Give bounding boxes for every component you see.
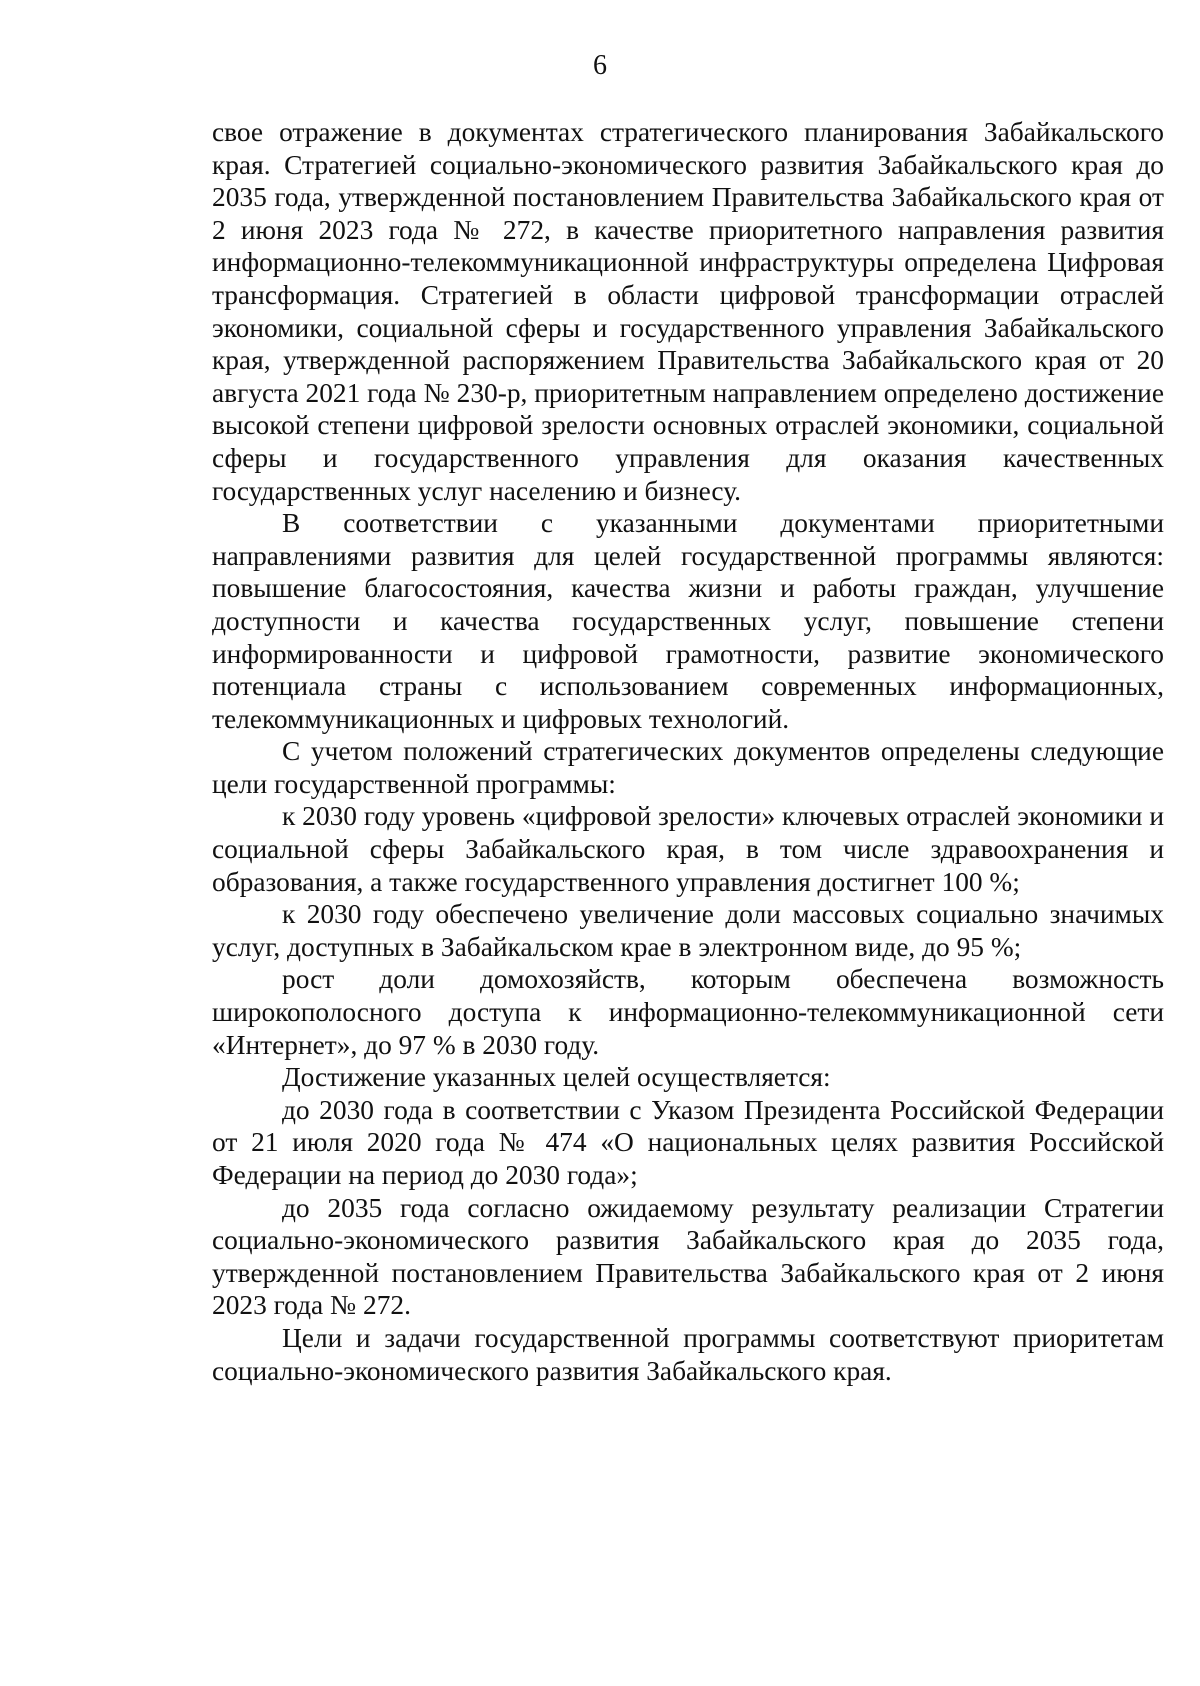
document-body (212, 116, 1164, 1387)
paragraph-achievement-intro: Достижение указанных целей осуществляется: (282, 1062, 831, 1093)
page-number: 6 (593, 50, 607, 81)
paragraph-priority-directions: В соответствии с указанными документами приоритетными направлениями развития для целей государственной программы являются: повышение благосостояния, качества жизни и работы граждан, улучшение доступности и качества государственных услуг, повышение степени информированности и цифровой грамотности, развитие экономического потенциала страны с использованием современных информационных, телекоммуникационных и цифровых технологий. (212, 508, 1164, 734)
paragraph-achievement-2030: до 2030 года в соответствии с Указом Президента Российской Федерации от 21 июля 2020 года № 474 «О национальных целях развития Российской Федерации на период до 2030 года»; (212, 1094, 1164, 1190)
paragraph-goals-intro: С учетом положений стратегических документов определены следующие цели государственной программы: (212, 736, 1164, 799)
paragraph-achievement-2035: до 2035 года согласно ожидаемому результату реализации Стратегии социально-экономического развития Забайкальского края до 2035 года, утвержденной постановлением Правительства Забайкальского края от 2 июня 2023 года № 272. (212, 1192, 1164, 1321)
paragraph-strategy-reflection: свое отражение в документах стратегического планирования Забайкальского края. Стратегией социально-экономического развития Забайкальского края до 2035 года, утвержденной постановлением Правительства Забайкальского края от 2 июня 2023 года № 272, в качестве приоритетного направления развития информационно-телекоммуникационной инфраструктуры определена Цифровая трансформация. Стратегией в области цифровой трансформации отраслей экономики, социальной сферы и государственного управления Забайкальского края, утвержденной распоряжением Правительства Забайкальского края от 20 августа 2021 года № 230-р, приоритетным направлением определено достижение высокой степени цифровой зрелости основных отраслей экономики, социальной сферы и государственного управления для оказания качественных государственных услуг населению и бизнесу. (212, 117, 1164, 506)
paragraph-goal-digital-maturity: к 2030 году уровень «цифровой зрелости» ключевых отраслей экономики и социальной сферы Забайкальского края, в том числе здравоохранения и образования, а также государственного управления достигнет 100 %; (212, 801, 1164, 897)
paragraph-goal-electronic-services: к 2030 году обеспечено увеличение доли массовых социально значимых услуг, доступных в Забайкальском крае в электронном виде, до 95 %; (212, 899, 1164, 962)
paragraph-goal-broadband: рост доли домохозяйств, которым обеспечена возможность широкополосного доступа к информационно-телекоммуникационной сети «Интернет», до 97 % в 2030 году. (212, 964, 1164, 1060)
paragraph-conclusion: Цели и задачи государственной программы соответствуют приоритетам социально-экономического развития Забайкальского края. (212, 1322, 1164, 1386)
